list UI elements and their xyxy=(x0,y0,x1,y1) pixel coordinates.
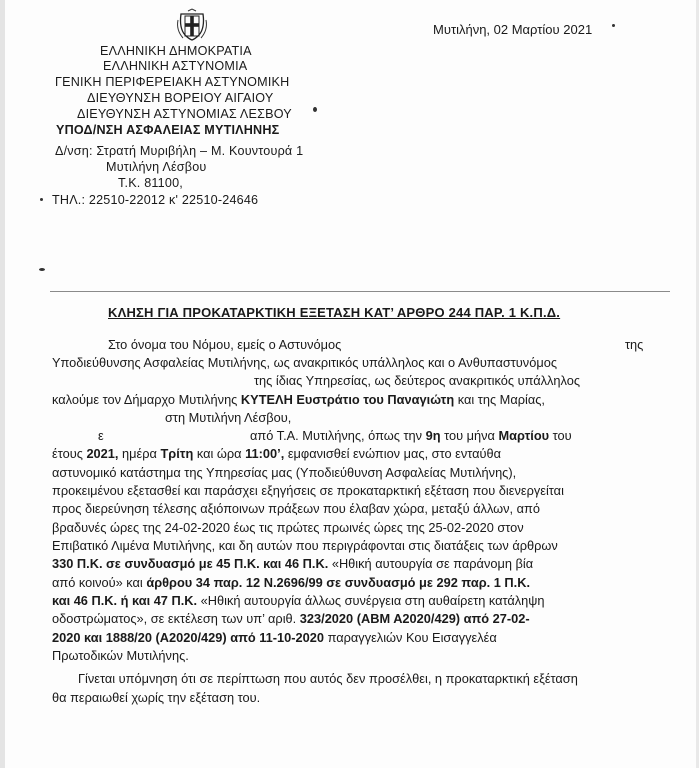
body-line-14a: από κοινού» xyxy=(52,575,123,590)
body-line-13b: «Ηθική αυτουργία σε παράνομη βία xyxy=(331,556,534,571)
scan-speck xyxy=(612,24,615,27)
body-line-12: Επιβατικό Λιμένα Μυτιλήνης, και δη αυτών που περιγράφονται στις διατάξεις των άρθρων xyxy=(52,538,558,553)
body-line-10: προς διερεύνηση τέλεσης αξιόποινων πράξεων που έλαβαν χώρα, μεταξύ άλλων, από xyxy=(52,501,541,516)
appearance-weekday: Τρίτη xyxy=(160,446,194,461)
body-line-15b: «Ηθική αυτουργία άλλως συνέργεια στη αυθαίρετη κατάληψη xyxy=(200,593,545,608)
header-line-postcode: Τ.Κ. 81100, xyxy=(118,176,183,190)
body-line-7e: και ώρα xyxy=(196,446,242,461)
body-line-9: προκειμένου εξετασθεί και παράσχει εξηγήσεις σε προκαταρκτική εξέταση που διενεργείται xyxy=(52,483,564,498)
appearance-day: 9η xyxy=(425,428,441,443)
header-line-address: Δ/νση: Στρατή Μυριβήλη – Μ. Κουντουρά 1 xyxy=(55,144,304,158)
body-line-11: βραδυνές ώρες της 24-02-2020 έως τις πρώτες πρωινές ώρες της 25-02-2020 στον xyxy=(52,520,524,535)
body-line-6f: του xyxy=(552,428,572,443)
article-34-reference: άρθρου 34 παρ. 12 Ν.2696/99 σε συνδυασμό με 292 παρ. 1 Π.Κ. xyxy=(146,575,531,590)
body-line-7a: έτους xyxy=(52,446,83,461)
body-line-16a: οδοστρώματος», xyxy=(52,611,148,626)
body-line-20: θα περαιωθεί χωρίς την εξέταση του. xyxy=(52,690,261,705)
body-line-19: Γίνεται υπόμνηση ότι σε περίπτωση που αυτός δεν προσέλθει, η προκαταρκτική εξέταση xyxy=(78,671,578,686)
scan-speck xyxy=(313,107,317,112)
appearance-time: 11:00’, xyxy=(245,446,285,461)
body-line-15 xyxy=(52,593,545,609)
scan-speck xyxy=(39,268,45,271)
body-line-5: στη Μυτιλήνη Λέσβου, xyxy=(165,410,292,425)
summoned-person-name: ΚΥΤΕΛΗ Ευστράτιο του Παναγιώτη xyxy=(240,392,455,407)
header-line-north-aegean: ΔΙΕΥΘΥΝΣΗ ΒΟΡΕΙΟΥ ΑΙΓΑΙΟΥ xyxy=(87,91,274,105)
prosecutor-order-1888: 2020 και 1888/20 (Α2020/429) από 11-10-2020 xyxy=(52,630,325,645)
prosecutor-order-323: 323/2020 (ΑΒΜ Α2020/429) από 27-02- xyxy=(299,611,530,626)
body-line-16c: των υπ’ αριθ. xyxy=(221,611,297,626)
body-line-6 xyxy=(250,428,572,444)
header-line-phones: ΤΗΛ.: 22510-22012 κ' 22510-24646 xyxy=(52,193,259,207)
separator-line xyxy=(50,291,670,292)
body-line-3: της ίδιας Υπηρεσίας, ως δεύτερος ανακριτικός υπάλληλος xyxy=(254,373,581,388)
article-330-reference: 330 Π.Κ. σε συνδυασμό με 45 Π.Κ. και 46 Π.Κ. xyxy=(52,556,329,571)
body-line-2: Υποδιεύθυνσης Ασφαλείας Μυτιλήνης, ως ανακριτικός υπάλληλος και ο Ανθυπαστυνόμος xyxy=(52,355,557,370)
header-line-republic: ΕΛΛΗΝΙΚΗ ΔΗΜΟΚΡΑΤΙΑ xyxy=(100,44,252,58)
body-line-6d: του μήνα xyxy=(444,428,495,443)
body-line-8: αστυνομικό κατάστημα της Υπηρεσίας μας (Υποδιεύθυνση Ασφαλείας Μυτιλήνης), xyxy=(52,465,517,480)
body-line-7c: ημέρα xyxy=(122,446,157,461)
body-line-6b: από Τ.Α. Μυτιλήνης, όπως την xyxy=(250,428,423,443)
body-line-7g: εμφανισθεί ενώπιον μας, στο ενταύθα xyxy=(287,446,502,461)
body-line-1b: της xyxy=(625,337,644,352)
body-line-17 xyxy=(52,630,497,646)
header-line-security-subdirectorate: ΥΠΟΔ/ΝΣΗ ΑΣΦΑΛΕΙΑΣ ΜΥΤΙΛΗΝΗΣ xyxy=(56,123,280,137)
header-line-lesvos-directorate: ΔΙΕΥΘΥΝΣΗ ΑΣΤΥΝΟΜΙΑΣ ΛΕΣΒΟΥ xyxy=(77,107,292,121)
header-line-police: ΕΛΛΗΝΙΚΗ ΑΣΤΥΝΟΜΙΑ xyxy=(103,59,248,73)
body-line-16b: σε εκτέλεση xyxy=(150,611,218,626)
body-line-6a: ε xyxy=(98,428,104,443)
header-line-general-directorate: ΓΕΝΙΚΗ ΠΕΡΙΦΕΡΕΙΑΚΗ ΑΣΤΥΝΟΜΙΚΗ xyxy=(55,75,290,89)
appearance-month: Μαρτίου xyxy=(498,428,550,443)
body-line-4a: καλούμε τον Δήμαρχο Μυτιλήνης xyxy=(52,392,238,407)
body-line-13 xyxy=(52,556,533,572)
document-title: ΚΛΗΣΗ ΓΙΑ ΠΡΟΚΑΤΑΡΚΤΙΚΗ ΕΞΕΤΑΣΗ ΚΑΤ’ ΑΡΘΡΟ 244 ΠΑΡ. 1 Κ.Π.Δ. xyxy=(108,305,561,320)
body-line-1a: Στο όνομα του Νόμου, εμείς ο Αστυνόμος xyxy=(108,337,342,352)
header-line-city: Μυτιλήνη Λέσβου xyxy=(106,160,207,174)
document-date: Μυτιλήνη, 02 Μαρτίου 2021 xyxy=(433,22,593,37)
body-line-18: Πρωτοδικών Μυτιλήνης. xyxy=(52,648,189,663)
body-line-4 xyxy=(52,392,545,408)
scan-edge-left xyxy=(0,0,5,768)
body-line-14 xyxy=(52,575,530,591)
body-line-4c: και της Μαρίας, xyxy=(457,392,545,407)
greek-emblem-icon xyxy=(175,8,209,42)
body-line-17b: παραγγελιών Κου Εισαγγελέα xyxy=(327,630,497,645)
appearance-year: 2021, xyxy=(86,446,119,461)
scan-speck xyxy=(40,198,43,201)
body-line-14b: και xyxy=(126,575,143,590)
body-line-16 xyxy=(52,611,530,627)
article-46-47-reference: και 46 Π.Κ. ή και 47 Π.Κ. xyxy=(52,593,198,608)
body-line-7 xyxy=(52,446,501,462)
